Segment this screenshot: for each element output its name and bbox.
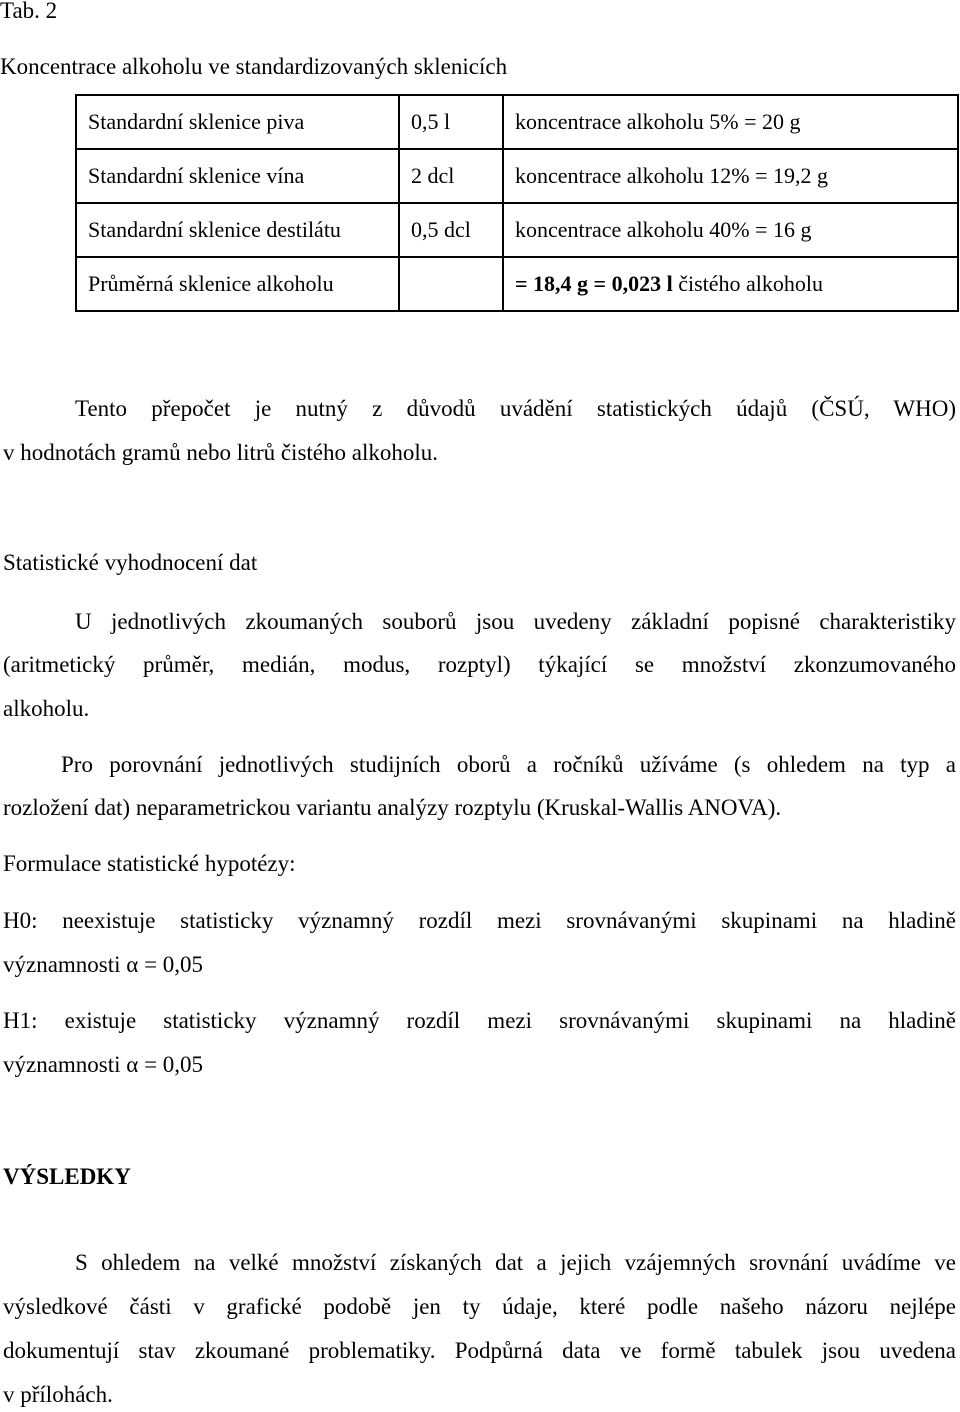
row-volume: 2 dcl [399, 149, 503, 203]
row-name: Standardní sklenice destilátu [76, 203, 399, 257]
table-label: Tab. 2 [0, 0, 58, 23]
paragraph-line: alkoholu. [3, 696, 90, 721]
hypothesis-h0: H0: neexistuje statisticky významný rozdíl mezi srovnávanými skupinami na hladině [3, 908, 956, 933]
results-heading: VÝSLEDKY [3, 1164, 131, 1189]
paragraph-line: Pro porovnání jednotlivých studijních oborů a ročníků užíváme (s ohledem na typ a [61, 752, 956, 777]
hypothesis-heading: Formulace statistické hypotézy: [3, 851, 296, 876]
row-volume: 0,5 l [399, 95, 503, 149]
row-name: Standardní sklenice vína [76, 149, 399, 203]
row-concentration: koncentrace alkoholu 5% = 20 g [503, 95, 958, 149]
avg-value: = 18,4 g = 0,023 l [515, 271, 673, 296]
avg-unit: čistého alkoholu [672, 271, 823, 296]
paragraph-line: S ohledem na velké množství získaných dat a jejich vzájemných srovnání uvádíme ve [75, 1250, 956, 1275]
row-name: Průměrná sklenice alkoholu [76, 257, 399, 311]
row-name: Standardní sklenice piva [76, 95, 399, 149]
table-row-average [76, 257, 958, 311]
paragraph-line: v přílohách. [3, 1382, 113, 1407]
table-row [76, 149, 958, 203]
table-row [76, 203, 958, 257]
note-line: Tento přepočet je nutný z důvodů uvádění statistických údajů (ČSÚ, WHO) [75, 396, 956, 421]
paragraph-line: dokumentují stav zkoumané problematiky. Podpůrná data ve formě tabulek jsou uvedena [3, 1338, 956, 1363]
row-volume [399, 257, 503, 311]
table-row [76, 95, 958, 149]
row-volume: 0,5 dcl [399, 203, 503, 257]
hypothesis-h1: H1: existuje statisticky významný rozdíl mezi srovnávanými skupinami na hladině [3, 1008, 956, 1033]
row-concentration [503, 257, 958, 311]
paragraph-line: (aritmetický průměr, medián, modus, rozptyl) týkající se množství zkonzumovaného [3, 652, 956, 677]
alcohol-concentration-table [75, 94, 959, 312]
hypothesis-h1: významnosti α = 0,05 [3, 1052, 204, 1077]
paragraph-line: výsledkové části v grafické podobě jen ty údaje, které podle našeho názoru nejlépe [3, 1294, 956, 1319]
row-concentration: koncentrace alkoholu 40% = 16 g [503, 203, 958, 257]
row-concentration: koncentrace alkoholu 12% = 19,2 g [503, 149, 958, 203]
stats-heading: Statistické vyhodnocení dat [3, 550, 258, 575]
paragraph-line: rozložení dat) neparametrickou variantu analýzy rozptylu (Kruskal-Wallis ANOVA). [3, 795, 782, 820]
paragraph-line: U jednotlivých zkoumaných souborů jsou uvedeny základní popisné charakteristiky [75, 609, 956, 634]
table-caption: Koncentrace alkoholu ve standardizovaných sklenicích [0, 54, 508, 79]
note-line: v hodnotách gramů nebo litrů čistého alkoholu. [3, 440, 438, 465]
hypothesis-h0: významnosti α = 0,05 [3, 952, 204, 977]
